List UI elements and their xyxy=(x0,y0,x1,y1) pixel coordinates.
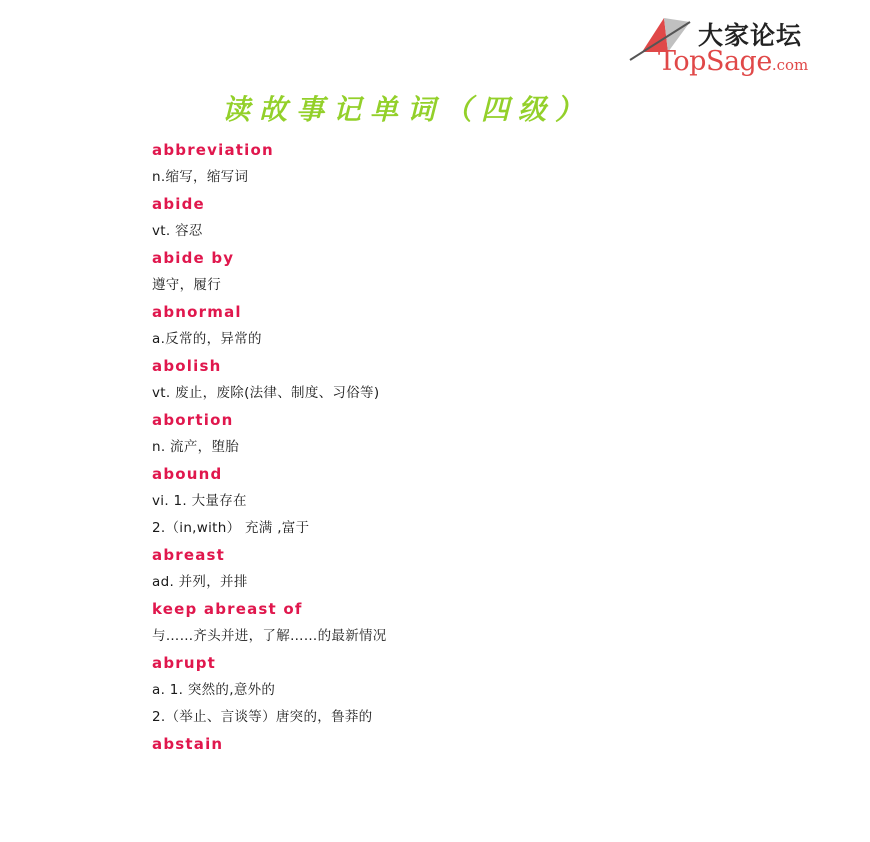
vocab-word: abolish xyxy=(152,357,222,375)
vocab-definition: vt. 废止，废除(法律、制度、习俗等) xyxy=(152,385,380,401)
vocab-definition: a. 1. 突然的,意外的 xyxy=(152,682,276,698)
vocab-definition: ad. 并列，并排 xyxy=(152,574,248,590)
logo-english-main: TopSage xyxy=(658,46,772,77)
logo-english-suffix: .com xyxy=(771,56,809,74)
vocab-definition: vt. 容忍 xyxy=(152,223,203,239)
vocab-definition: 2.（in,with） 充满 ,富于 xyxy=(152,520,310,536)
vocab-word: abnormal xyxy=(152,303,242,321)
vocab-definition: 2.（举止、言谈等）唐突的，鲁莽的 xyxy=(152,709,373,725)
vocab-definition: a.反常的，异常的 xyxy=(152,331,262,347)
vocab-word: abrupt xyxy=(152,654,217,672)
vocab-definition: n.缩写，缩写词 xyxy=(152,169,249,185)
vocab-word: abortion xyxy=(152,411,234,429)
vocab-word: abide xyxy=(152,195,205,213)
vocab-definition: vi. 1. 大量存在 xyxy=(152,493,247,509)
vocab-definition: 与……齐头并进，了解……的最新情况 xyxy=(152,628,387,644)
logo-chinese-name: 大家论坛 xyxy=(698,21,803,50)
vocab-word: abreast xyxy=(152,546,226,564)
vocab-definition: 遵守，履行 xyxy=(152,277,221,293)
vocabulary-list xyxy=(152,137,752,758)
vocab-word: abide by xyxy=(152,249,235,267)
vocab-word: abound xyxy=(152,465,223,483)
page-title: 读故事记单词（四级） xyxy=(222,93,593,126)
vocab-word: keep abreast of xyxy=(152,600,303,618)
vocab-word: abstain xyxy=(152,735,224,753)
logo-english-name xyxy=(658,46,808,77)
vocab-word: abbreviation xyxy=(152,141,274,159)
topsage-logo xyxy=(628,14,843,80)
vocab-definition: n. 流产，堕胎 xyxy=(152,439,240,455)
